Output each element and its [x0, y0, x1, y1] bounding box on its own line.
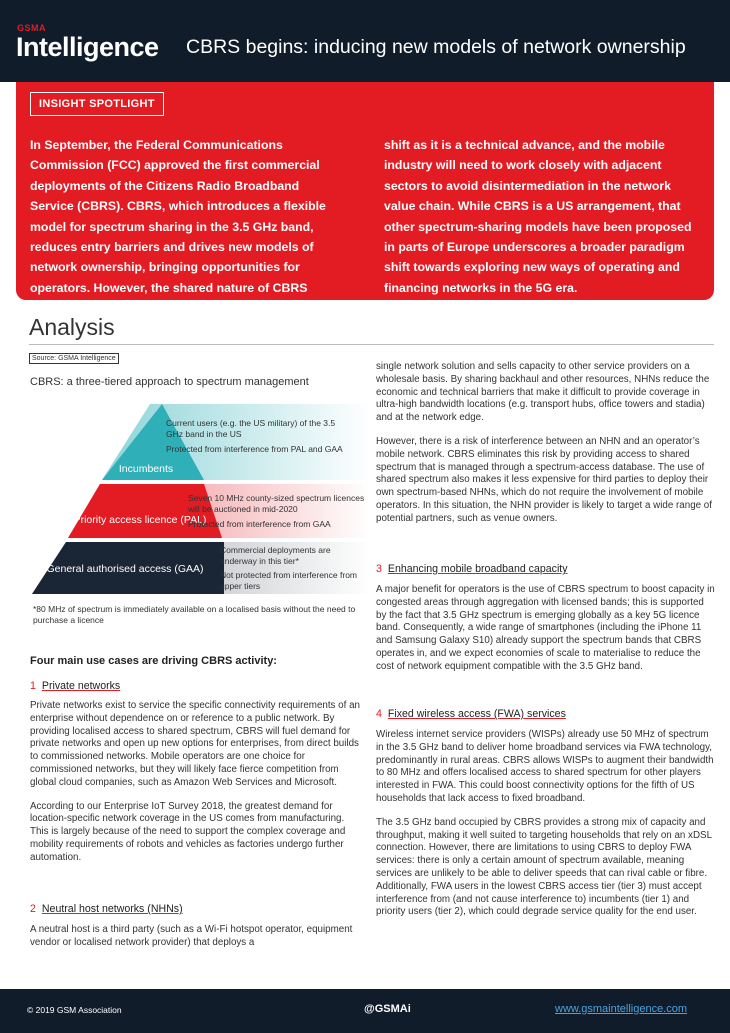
brand-gsma: GSMA — [17, 23, 46, 33]
section-2-para-2: single network solution and sells capacity to other service providers on a wholesale basis. By sharing backhaul and other resources, NHNs reduce the economic and technical barriers that make it difficult to provide coverage in ultra-high bandwidth locations (e.g. transport hubs, office towers and stadia) and at the network edge. — [376, 361, 710, 424]
footer-copyright: © 2019 GSM Association — [27, 1005, 122, 1015]
tier1-label: Incumbents — [118, 463, 174, 475]
section-4-number: 4 — [376, 708, 382, 720]
footer-website-link[interactable]: www.gsmaintelligence.com — [555, 1003, 688, 1015]
section-1-number: 1 — [30, 680, 36, 692]
section-1-para-2: According to our Enterprise IoT Survey 2018, the greatest demand for location-specific network coverage in the US comes from manufacturing. This is largely because of the need to support the complex coverage and mobility requirements of robots and vehicles as factories undergo further automation. — [30, 800, 346, 863]
section-4-title: Fixed wireless access (FWA) services — [387, 708, 566, 720]
tier3-desc1: Commercial deployments are underway in this tier* — [220, 545, 331, 566]
analysis-heading: Analysis — [29, 314, 115, 340]
section-2-title: Neutral host networks (NHNs) — [41, 903, 183, 915]
tier1-desc2: Protected from interference from PAL and GAA — [166, 444, 343, 454]
insight-spotlight — [16, 82, 714, 316]
section-4-para-2: The 3.5 GHz band occupied by CBRS provides a strong mix of capacity and throughput, making it well suited to targeting households that rely on an xDSL connection. However, there are limitations to using CBRS to deploy FWA services: there is only a certain amount of spectrum available, meaning services are unlikely to be able to deliver speeds that can rival cable or fibre. Additionally, FWA users in the lowest CBRS access tier (tier 3) must accept interference from (and not cause interference to) incumbents (tier 1) and priority users (tier 2), which could degrade service quality for the end user. — [376, 816, 712, 918]
section-3-body — [376, 584, 716, 685]
section-2-para-3: However, there is a risk of interference between an NHN and an operator’s mobile network. CBRS eliminates this risk by providing access to shared spectrum that is managed through a spectrum-access database. The use of shared spectrum also makes it less expensive for third parties to deploy their own spectrum-based NHNs, which do not require the involvement of mobile operators. In this situation, the NHN provider is likely to target a wide range of potential partners, such as venue owners. — [376, 435, 712, 524]
tier1-desc1: Current users (e.g. the US military) of the 3.5 GHz band in the US — [166, 418, 336, 439]
chart-footnote: *80 MHz of spectrum is immediately available on a localised basis without the need to purchase a licence — [33, 604, 356, 625]
tier2-desc1: Seven 10 MHz county-sized spectrum licences will be auctioned in mid-2020 — [188, 493, 365, 514]
section-4-para-1: Wireless internet service providers (WISPs) already use 50 MHz of spectrum in the 3.5 GHz band to deliver home broadband services via FWA technology, predominantly in rural areas. CBRS allows WISPs to augment their bandwidth to 80 MHz and offers localised access to shared spectrum for other players interested in FWA. This could boost connectivity options for the fifth of US households that lack access to fixed broadband. — [376, 729, 714, 804]
usecases-heading: Four main use cases are driving CBRS activity: — [30, 655, 277, 667]
tier2-desc2: Protected from interference from GAA — [188, 519, 331, 529]
tier3-desc2: Not protected from interference from upper tiers — [220, 570, 358, 591]
section-2-body-right — [376, 361, 716, 537]
tier3-label: General authorised access (GAA) — [46, 563, 204, 575]
section-3-heading — [376, 563, 568, 575]
chart-title: CBRS: a three-tiered approach to spectrum management — [30, 376, 309, 388]
spotlight-text-col2: shift as it is a technical advance, and the mobile industry will need to work closely with adjacent sectors to avoid disintermediation in the network value chain. While CBRS is a US arrangement, that other spectrum-sharing models have been proposed in parts of Europe underscores a broader paradigm shift towards exploring new ways of operating and financing networks in the 5G era. — [384, 138, 692, 295]
tier-pyramid — [30, 400, 370, 596]
section-1-heading — [30, 680, 120, 692]
section-1-title: Private networks — [41, 680, 121, 692]
section-1-body — [30, 700, 360, 876]
document-title: CBRS begins: inducing new models of network ownership — [186, 36, 686, 58]
section-4-heading — [376, 708, 566, 720]
section-3-number: 3 — [376, 563, 382, 575]
footer-twitter-handle[interactable]: @GSMAi — [364, 1003, 411, 1015]
section-2-para-1: A neutral host is a third party (such as a Wi-Fi hotspot operator, equipment vendor or localised network provider) that deploys a — [30, 924, 353, 948]
brand-intelligence: Intelligence — [16, 32, 159, 62]
spotlight-text-col1: In September, the Federal Communications Commission (FCC) approved the first commercial deployments of the Citizens Radio Broadband Service (CBRS). CBRS, which introduces a flexible model for spectrum sharing in the 3.5 GHz band, reduces entry barriers and drives new models of network ownership, bringing opportunities for operators. However, the shared nature of CBRS means it is as much a culture — [30, 138, 326, 316]
analysis-divider — [29, 344, 714, 345]
page-header — [0, 0, 730, 82]
section-2-number: 2 — [30, 903, 36, 915]
spotlight-tag: INSIGHT SPOTLIGHT — [30, 92, 164, 116]
section-4-body — [376, 729, 716, 930]
section-2-body-left — [30, 924, 360, 961]
section-1-para-1: Private networks exist to service the specific connectivity requirements of an enterprise without dependence on or reference to a public network. By providing localised access to shared spectrum, CBRS will fuel demand for private networks and open up new options for enterprises, from direct builds to commissioned networks. Mobile operators are one choice for commissioned networks, but they will likely face fierce competition from global cloud companies, such as Amazon Web Services and Microsoft. — [30, 700, 360, 788]
tier2-label: Priority access licence (PAL) — [73, 514, 207, 526]
chart-source: Source: GSMA Intelligence — [29, 353, 119, 364]
page-footer — [0, 989, 730, 1033]
section-3-title: Enhancing mobile broadband capacity — [387, 563, 568, 575]
section-3-para-1: A major benefit for operators is the use of CBRS spectrum to boost capacity in congested areas through aggregation with licensed bands; this is supported by the fact that 3.5 GHz spectrum is emerging globally as a key 5G licence band. Consequently, a wide range of smartphones (including the iPhone 11 and Samsung Galaxy S10) already support the spectrum bands that CBRS operates in, and we expect economies of scale to materialise to reduce the cost of network equipment compatible with the 3.5 GHz band. — [376, 584, 715, 672]
section-2-heading — [30, 903, 183, 915]
